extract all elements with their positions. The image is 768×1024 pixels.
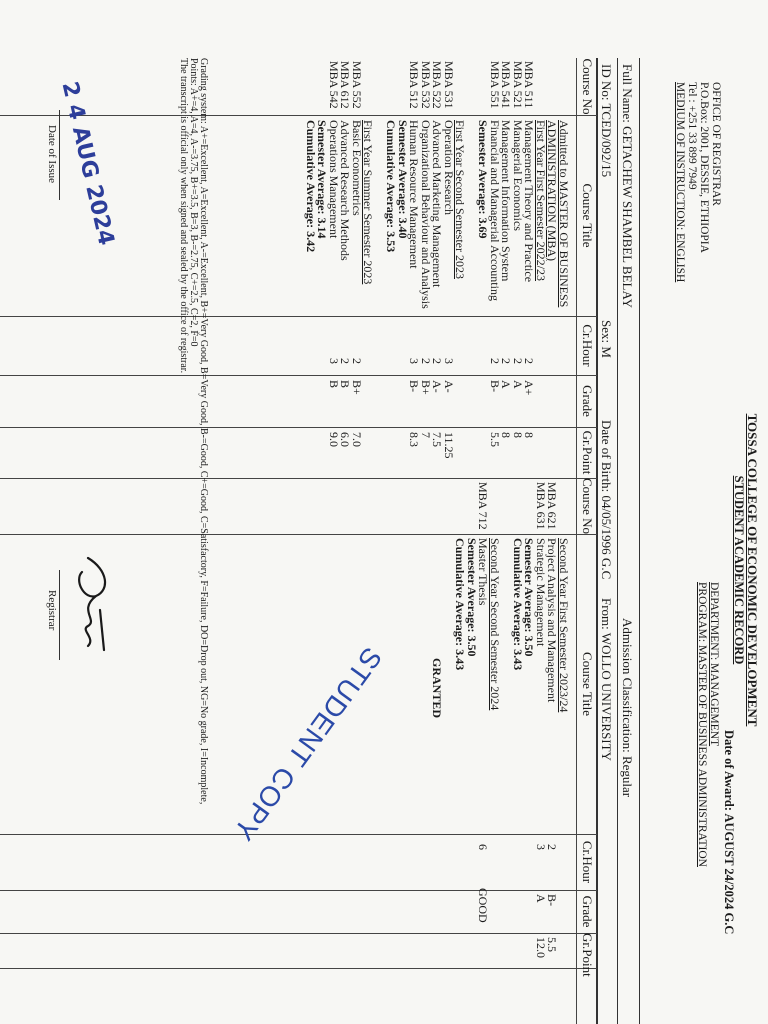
right-row-title: Semester Average: 3.50: [465, 538, 479, 657]
header-course-title: Course Title: [580, 183, 595, 248]
header-course-no: Course No: [580, 58, 595, 115]
registrar-signature: [58, 550, 118, 660]
left-row-cr: 2: [338, 358, 353, 364]
left-row-gp: 7.0: [350, 432, 364, 447]
right-row-course: MBA 621: [545, 482, 560, 530]
admission-classification: Admission Classification: Regular: [620, 618, 635, 798]
right-row-title: Project Analysis and Management: [545, 538, 560, 703]
left-row-cr: 2: [511, 358, 525, 364]
left-row-title: Admitted to MASTER OF BUSINESS: [557, 120, 571, 308]
left-row-gp: 9.0: [327, 432, 341, 447]
date-of-birth: Date of Birth: 04/05/1996 G.C: [599, 420, 614, 580]
right-row-title: Cumulative Average: 3.43: [453, 538, 468, 671]
left-row-grade: A: [499, 380, 514, 389]
right-row-cr: 2: [545, 844, 560, 850]
left-row-title: Operations Management: [327, 120, 341, 239]
left-row-title: Management Information System: [499, 120, 514, 282]
left-row-grade: B: [338, 380, 353, 389]
left-row-grade: B-: [488, 380, 502, 392]
sex: Sex: M: [599, 320, 614, 358]
left-row-cr: 2: [350, 358, 364, 364]
issue-date-block: [46, 70, 119, 248]
issue-date-stamp: 2 4 AUG 2024: [56, 79, 119, 248]
registrar-block: [38, 540, 118, 680]
left-row-gp: 7: [419, 432, 433, 438]
grading-line: Points: A+=4, A=4, A-=3.75, B+=3.5, B=3, B-=2.75, C+=2.5, C=2, F=0: [188, 58, 199, 347]
header-cr-hour: Cr.Hour: [580, 840, 595, 884]
left-row-title: Semester Average: 3.40: [396, 120, 410, 239]
left-row-title: Financial and Managerial Accounting: [488, 120, 502, 301]
left-row-cr: 3: [327, 358, 341, 364]
left-row-grade: A-: [430, 380, 445, 393]
header-grade: Grade: [580, 895, 595, 928]
left-row-title: Advanced Marketing Management: [430, 120, 445, 288]
left-row-title: First Year First Semester 2022/23: [534, 120, 548, 282]
left-row-gp: 5.5: [488, 432, 502, 447]
issue-date-rule: [59, 110, 60, 200]
right-row-gp: 12.0: [534, 937, 548, 958]
header-grade: Grade: [580, 385, 595, 417]
left-row-course: MBA 612: [338, 61, 353, 109]
office-line: OFFICE OF REGISTRAR: [710, 82, 722, 206]
left-row-course: MBA 522: [430, 61, 445, 109]
left-row-cr: 2: [430, 358, 445, 364]
left-row-grade: B-: [407, 380, 422, 392]
right-row-grade: GOOD: [476, 888, 491, 923]
grading-line: Grading system: A+=Excellent, A=Excellent, A-=Excellent, B+=Very Good, B=Very Good, B-=Good, C+=Good, C=Satisfactory, F=Failure, DO=Drop out, NG=No grade, I=Incomplete,: [198, 58, 209, 805]
left-row-course: MBA 532: [419, 61, 433, 109]
right-row-grade: B-: [545, 894, 560, 906]
right-row-title: Second Year First Semester 2023/24: [557, 538, 571, 713]
right-row-cr: 3: [534, 844, 548, 850]
left-row-course: MBA 531: [442, 61, 456, 109]
left-row-grade: A+: [522, 380, 537, 396]
left-row-title: Management Theory and Practice: [522, 120, 537, 283]
left-row-course: MBA 542: [327, 61, 341, 109]
date-of-award: Date of Award: AUGUST 24/2024 G.C: [722, 730, 736, 935]
right-row-grade: A: [534, 894, 548, 903]
office-line: P.O.Box: 2001, DESSIE, ETHIOPIA: [698, 82, 710, 253]
previous-institution: From: WOLLO UNIVERSITY: [599, 598, 614, 761]
program: PROGRAM: MASTER OF BUSINESS ADMINISTRATION: [696, 582, 708, 867]
right-row-title: Semester Average: 3.50: [522, 538, 537, 657]
left-row-title: Basic Econometrics: [350, 120, 364, 216]
left-row-title: Semester Average: 3.69: [476, 120, 491, 239]
left-row-course: MBA 521: [511, 61, 525, 109]
left-row-title: Cumulative Average: 3.53: [384, 120, 399, 253]
id-number: ID No: TCED/092/15: [599, 64, 614, 178]
registrar-rule: [59, 570, 60, 660]
left-row-grade: B: [327, 380, 341, 389]
left-row-title: Operation Research: [442, 120, 456, 215]
left-row-title: ADMINISTRATION (MBA): [545, 120, 560, 261]
full-name: Full Name: GETACHEW SHAMBEL BELAY: [620, 64, 635, 309]
left-row-title: Cumulative Average: 3.42: [304, 120, 318, 253]
left-row-title: Organizational Behaviour and Analysis: [419, 120, 433, 309]
left-row-course: MBA 541: [499, 61, 514, 109]
header-cr-hour: Cr.Hour: [580, 324, 595, 367]
header-gr-point: Gr.Point: [580, 430, 595, 475]
left-row-course: MBA 552: [350, 61, 364, 109]
student-copy-watermark: STUDENT COPY: [227, 641, 388, 847]
left-row-cr: 2: [499, 358, 514, 364]
registrar-label: Registrar: [46, 590, 58, 631]
office-line: MEDIUM OF INSTRUCTION: ENGLISH: [674, 82, 686, 283]
right-row-title: Cumulative Average: 3.43: [511, 538, 525, 671]
left-row-title: Managerial Economics: [511, 120, 525, 231]
left-row-title: Advanced Research Methods: [338, 120, 353, 261]
right-row-title: Second Year Second Semester 2024: [488, 538, 502, 711]
right-row-cr: 6: [476, 844, 491, 850]
right-row-gp: 5.5: [545, 937, 560, 952]
record-title: STUDENT ACADEMIC RECORD: [732, 475, 746, 665]
right-row-course: MBA 712: [476, 482, 491, 530]
left-row-grade: A-: [442, 380, 456, 393]
office-line: Tel : +251 33 899 7949: [686, 82, 698, 190]
left-row-gp: 8.3: [407, 432, 422, 447]
grading-line: The transcript is official only when signed and sealed by the office of registrar.: [178, 58, 189, 374]
left-row-course: MBA 512: [407, 61, 422, 109]
date-of-issue-label: Date of Issue: [46, 125, 58, 184]
left-row-title: Semester Average: 3.14: [315, 120, 330, 239]
left-row-title: First Year Summer Semester 2023: [361, 120, 376, 285]
left-row-gp: 7.5: [430, 432, 445, 447]
left-row-cr: 2: [522, 358, 537, 364]
right-row-title: GRANTED: [430, 658, 445, 719]
left-row-cr: 3: [442, 358, 456, 364]
right-row-title: Strategic Management: [534, 538, 548, 647]
left-row-course: MBA 511: [522, 61, 537, 109]
right-row-course: MBA 631: [534, 482, 548, 530]
left-row-grade: B+: [419, 380, 433, 395]
left-row-gp: 8: [499, 432, 514, 438]
header-gr-point: Gr.Point: [580, 933, 595, 977]
department: DEPARTMENT: MANAGEMENT: [708, 582, 720, 747]
left-row-gp: 8: [511, 432, 525, 438]
left-row-gp: 8: [522, 432, 537, 438]
left-row-cr: 2: [419, 358, 433, 364]
left-row-grade: A: [511, 380, 525, 389]
left-row-cr: 3: [407, 358, 422, 364]
left-row-title: First Year Second Semester 2023: [453, 120, 468, 279]
college-title: TOSSA COLLEGE OF ECONOMIC DEVELOPMENT: [745, 413, 760, 727]
left-row-title: Human Resource Management: [407, 120, 422, 269]
header-course-title: Course Title: [580, 652, 595, 716]
left-row-gp: 11.25: [442, 432, 456, 459]
left-row-cr: 2: [488, 358, 502, 364]
left-row-grade: B+: [350, 380, 364, 395]
header-course-no: Course No: [580, 478, 595, 534]
left-row-gp: 6.0: [338, 432, 353, 447]
right-row-title: Master Thesis: [476, 538, 491, 606]
left-row-course: MBA 551: [488, 61, 502, 109]
